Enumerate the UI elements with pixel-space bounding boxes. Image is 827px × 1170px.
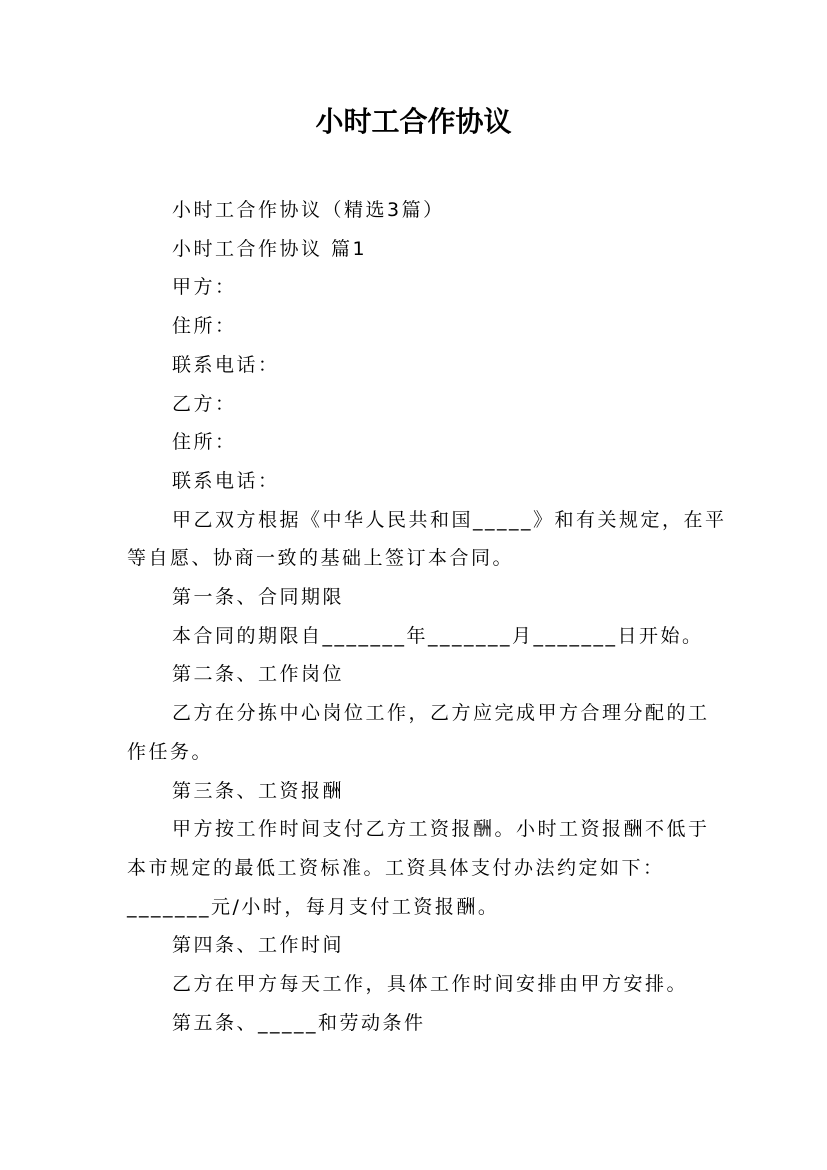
paragraph-article-3-heading: 第三条、工资报酬	[172, 779, 345, 802]
paragraph-party-a: 甲方：	[172, 276, 237, 299]
paragraph-article-2-heading: 第二条、工作岗位	[172, 663, 345, 686]
document-title: 小时工合作协议	[315, 105, 512, 138]
paragraph-party-a-address: 住所：	[172, 315, 237, 338]
paragraph-article-1-heading: 第一条、合同期限	[172, 586, 345, 609]
paragraph-section-heading: 小时工合作协议 篇1	[172, 237, 368, 260]
paragraph-article-4-body: 乙方在甲方每天工作，具体工作时间安排由甲方安排。	[172, 973, 689, 996]
paragraph-preamble: 甲乙双方根据《中华人民共和国_____》和有关规定，在平等自愿、协商一致的基础上签订本合同。	[127, 508, 727, 570]
paragraph-subtitle: 小时工合作协议（精选3篇）	[172, 199, 445, 221]
paragraph-party-b-address: 住所：	[172, 431, 237, 454]
paragraph-party-a-phone: 联系电话：	[172, 353, 280, 376]
paragraph-party-b: 乙方：	[172, 392, 237, 415]
document-body	[127, 191, 727, 1042]
paragraph-article-3-body: 甲方按工作时间支付乙方工资报酬。小时工资报酬不低于本市规定的最低工资标准。工资具体支付办法约定如下：_______元/小时，每月支付工资报酬。	[127, 818, 710, 918]
paragraph-article-4-heading: 第四条、工作时间	[172, 934, 345, 957]
paragraph-article-1-body: 本合同的期限自_______年_______月_______日开始。	[172, 624, 704, 647]
paragraph-party-b-phone: 联系电话：	[172, 469, 280, 492]
paragraph-article-5-heading: 第五条、_____和劳动条件	[172, 1011, 426, 1034]
paragraph-article-2-body: 乙方在分拣中心岗位工作，乙方应完成甲方合理分配的工作任务。	[127, 702, 710, 763]
